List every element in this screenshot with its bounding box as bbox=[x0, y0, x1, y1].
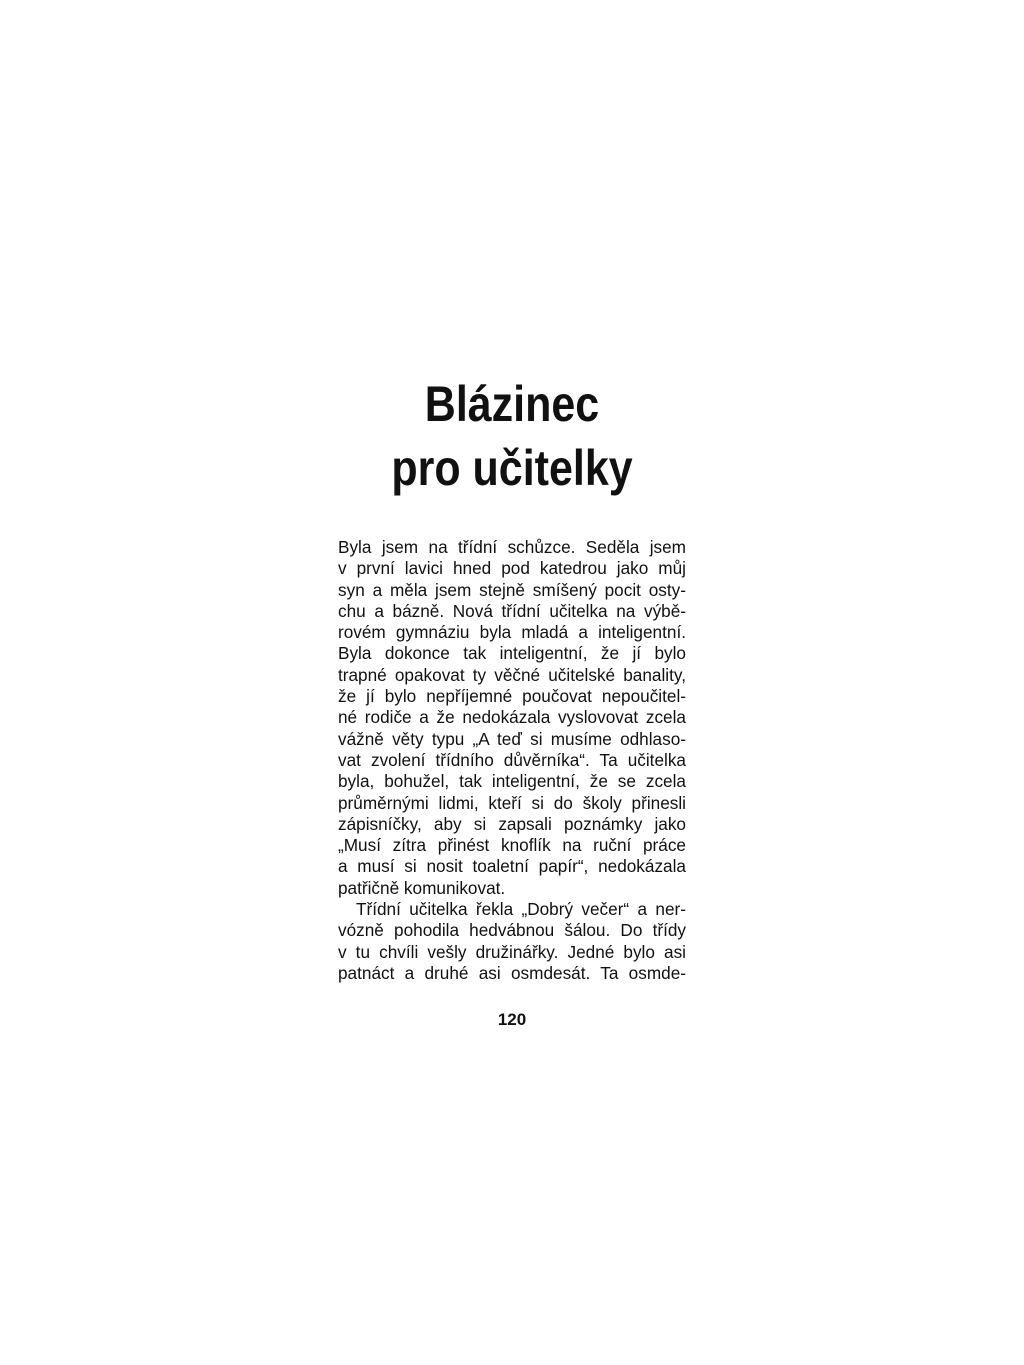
text-line: v tu chvíli vešly družinářky. Jedné bylo asi bbox=[338, 941, 686, 962]
text-line: že jí bylo nepříjemné poučovat nepoučitel- bbox=[338, 686, 686, 707]
text-line: byla, bohužel, tak inteligentní, že se zcela bbox=[338, 771, 686, 792]
text-line: chu a bázně. Nová třídní učitelka na výbě- bbox=[338, 600, 686, 621]
text-line: patnáct a druhé asi osmdesát. Ta osmde- bbox=[338, 962, 686, 983]
text-line: v první lavici hned pod katedrou jako můj bbox=[338, 558, 686, 579]
text-line: Třídní učitelka řekla „Dobrý večer“ a ner- bbox=[356, 899, 686, 920]
text-line: „Musí zítra přinést knoflík na ruční práce bbox=[338, 835, 686, 856]
text-line: Byla jsem na třídní schůzce. Seděla jsem bbox=[338, 537, 686, 557]
paragraph-1 bbox=[338, 537, 686, 899]
paragraph-2 bbox=[338, 899, 686, 984]
text-line: né rodiče a že nedokázala vyslovovat zcela bbox=[338, 707, 686, 728]
text-line: zápisníčky, aby si zapsali poznámky jako bbox=[338, 813, 686, 834]
text-line: rovém gymnáziu byla mladá a inteligentní. bbox=[338, 622, 686, 643]
text-line: vózně pohodila hedvábnou šálou. Do třídy bbox=[338, 920, 686, 941]
text-line: průměrnými lidmi, kteří si do školy přinesli bbox=[338, 792, 686, 813]
text-line: syn a měla jsem stejně smíšený pocit osty- bbox=[338, 579, 686, 600]
page-number: 120 bbox=[497, 1010, 527, 1029]
body-text bbox=[338, 537, 686, 984]
text-line: patřičně komunikovat. bbox=[338, 877, 506, 898]
chapter-title-line-2: pro učitelky bbox=[391, 440, 633, 496]
chapter-title-line-1: Blázinec bbox=[424, 376, 600, 432]
text-line: trapné opakovat ty věčné učitelské banality, bbox=[338, 664, 686, 685]
text-line: vážně věty typu „A teď si musíme odhlaso- bbox=[338, 728, 686, 749]
text-line: vat zvolení třídního důvěrníka“. Ta učitelka bbox=[338, 749, 686, 770]
chapter-title bbox=[72, 372, 953, 500]
text-line: Byla dokonce tak inteligentní, že jí bylo bbox=[338, 643, 686, 664]
text-line: a musí si nosit toaletní papír“, nedokázala bbox=[338, 856, 686, 877]
